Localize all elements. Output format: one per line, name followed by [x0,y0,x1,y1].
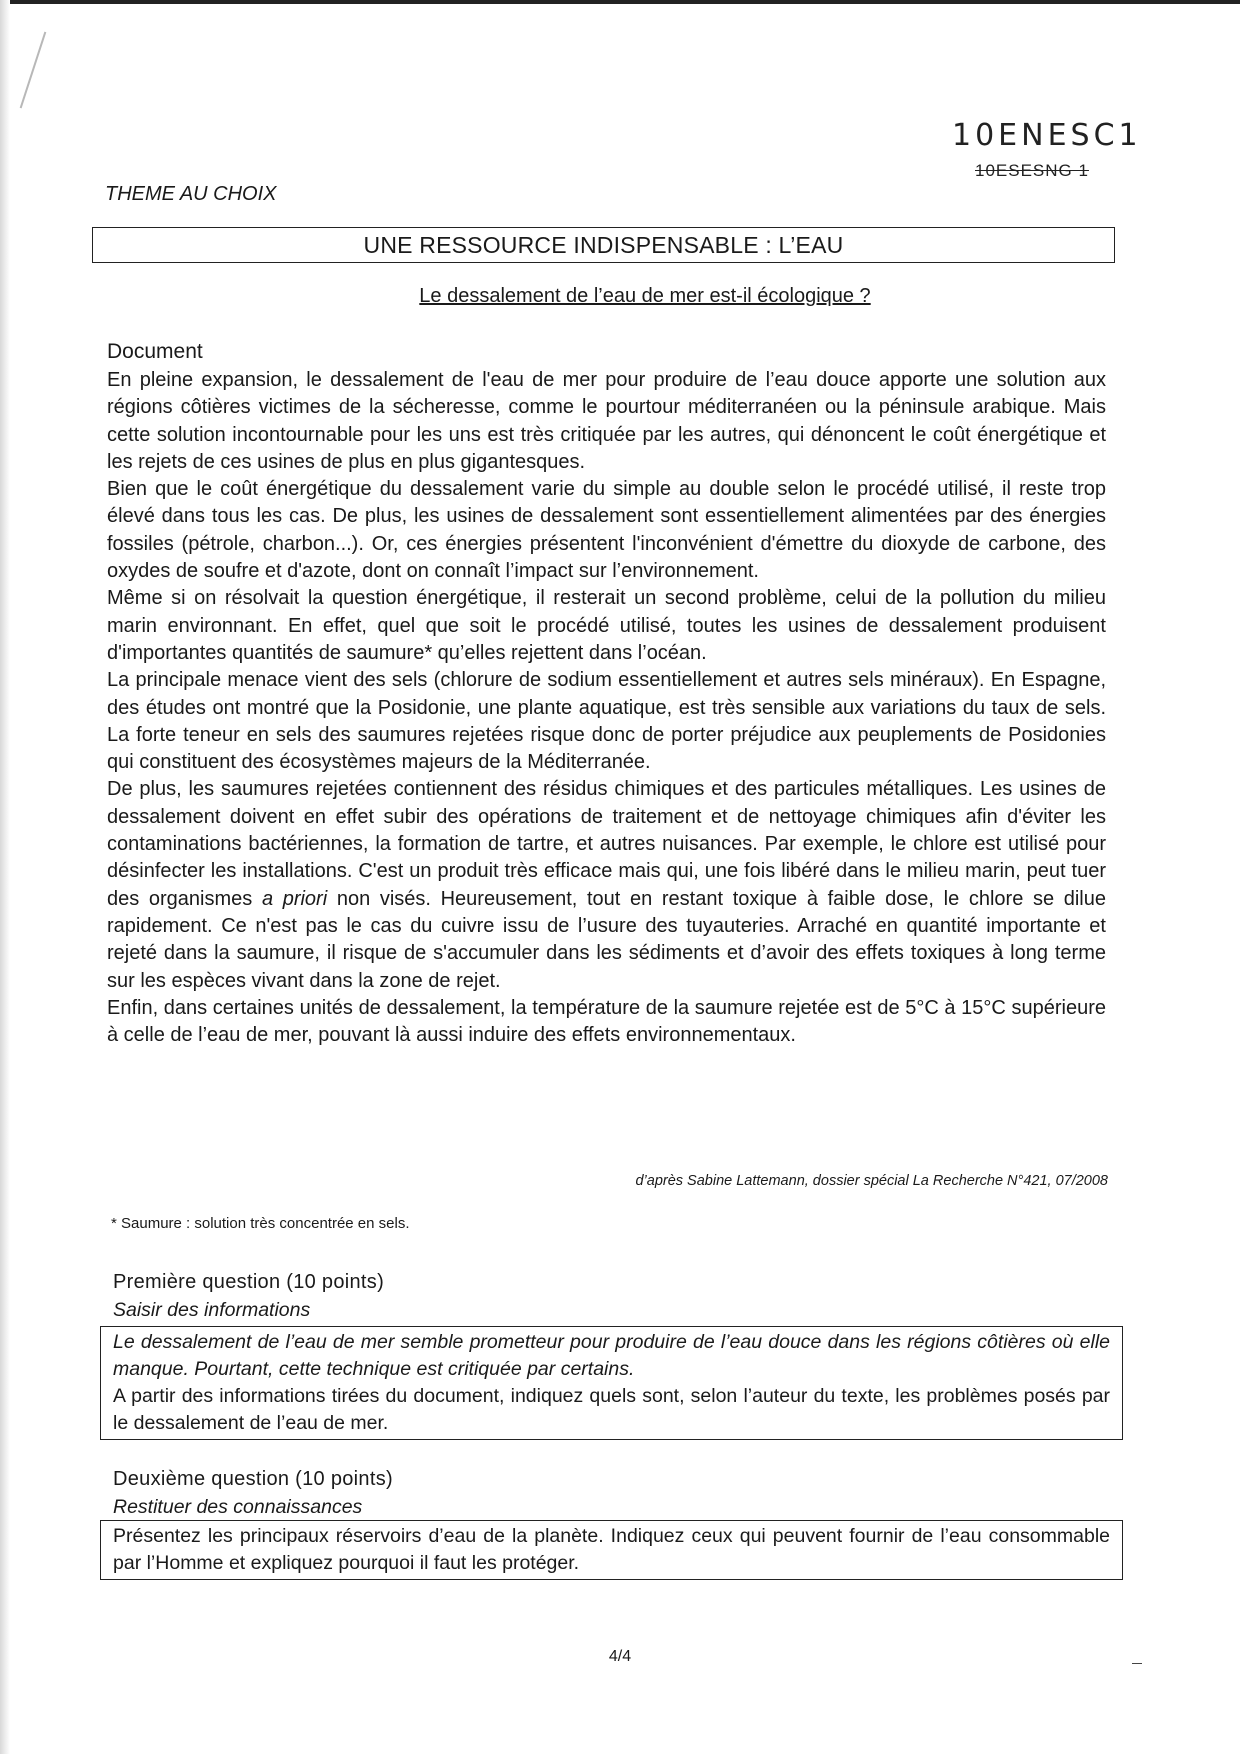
source-citation: d’après Sabine Lattemann, dossier spécial La Recherche N°421, 07/2008 [635,1173,1108,1189]
paragraph-text: non visés. Heureusement, tout en restant toxique à faible dose, le chlore se dilue rapidement. Ce n'est pas le cas du cuivre issu de l’usure des tuyauteries. Arraché en quantité importante et rejeté dans la saumure, il risque de s'accumuler dans les sédiments et d’avoir des effets toxiques à long terme sur les espèces vivant dans la zone de rejet. [107,887,1107,992]
document-heading: Document [107,340,203,363]
theme-label: THEME AU CHOIX [105,183,277,205]
question1-subheading: Saisir des informations [113,1299,311,1321]
struck-exam-code: 10ESESNG 1 [975,161,1089,180]
title-box [92,227,1115,263]
question2-heading: Deuxième question (10 points) [113,1468,393,1490]
handwritten-exam-code: 10ENESC1 [952,118,1142,153]
scan-dash-mark [1132,1663,1142,1664]
document-body [107,367,1106,1049]
italic-term: a priori [261,887,328,910]
subtitle-text: Le dessalement de l’eau de mer est-il écologique ? [419,285,871,307]
scan-pen-mark [20,32,47,109]
document-paragraph: En pleine expansion, le dessalement de l'eau de mer pour produire de l’eau douce apporte une solution aux régions côtières victimes de la sécheresse, comme le pourtour méditerranéen ou la péninsule arabique. Mais cette solution incontournable pour les uns est très critiquée par les autres, qui dénoncent le coût énergétique et les rejets de ces usines de plus en plus gigantesques. [107,369,1106,473]
question2-prompt: Présentez les principaux réservoirs d’eau de la planète. Indiquez ceux qui peuvent fournir de l’eau consommable par l’Homme et expliquez pourquoi il faut les protéger. [113,1525,1110,1574]
document-paragraph: Même si on résolvait la question énergétique, il resterait un second problème, celui de la pollution du milieu marin environnant. En effet, quel que soit le procédé utilisé, toutes les usines de dessalement produisent d'importantes quantités de saumure* qu’elles rejettent dans l’océan. [107,587,1106,664]
page-title: UNE RESSOURCE INDISPENSABLE : L’EAU [363,232,844,258]
paragraph-text: De plus, les saumures rejetées contiennent des résidus chimiques et des particules métalliques. Les usines de dessalement doivent en effet subir des opérations de traitement et de nettoyage chimiques afin d'éviter les contaminations bactériennes, la formation de tartre, et autres nuisances. Par exemple, le chlore est utilisé pour désinfecter les installations. C'est un produit très efficace mais qui, une fois libéré dans le milieu marin, peut tuer des organismes [107,778,1106,910]
scan-top-rule [0,0,1240,4]
question1-intro: Le dessalement de l’eau de mer semble prometteur pour produire de l’eau douce dans les régions côtières où elle manque. Pourtant, cette technique est critiquée par certains. [113,1331,1110,1380]
question1-prompt: A partir des informations tirées du document, indiquez quels sont, selon l’auteur du texte, les problèmes posés par le dessalement de l’eau de mer. [113,1385,1110,1434]
footnote: * Saumure : solution très concentrée en sels. [111,1215,410,1232]
question2-box [100,1520,1123,1580]
subtitle [0,285,1240,308]
document-paragraph: Enfin, dans certaines unités de dessalement, la température de la saumure rejetée est de 5°C à 15°C supérieure à celle de l’eau de mer, pouvant là aussi induire des effets environnementaux. [107,996,1106,1047]
question1-box [100,1326,1123,1440]
scan-left-shadow [0,0,10,1754]
document-paragraph [107,776,1106,994]
page-number: 4/4 [608,1648,632,1665]
document-paragraph: La principale menace vient des sels (chlorure de sodium essentiellement et autres sels minéraux). En Espagne, des études ont montré que la Posidonie, une plante aquatique, est très sensible aux variations du taux de sels. La forte teneur en sels des saumures rejetées risque donc de porter préjudice aux peuplements de Posidonies qui constituent des écosystèmes majeurs de la Méditerranée. [107,669,1106,774]
document-paragraph: Bien que le coût énergétique du dessalement varie du simple au double selon le procédé utilisé, il reste trop élevé dans tous les cas. De plus, les usines de dessalement sont essentiellement alimentées par des énergies fossiles (pétrole, charbon...). Or, ces énergies présentent l'inconvénient d'émettre du dioxyde de carbone, des oxydes de soufre et d'azote, dont on connaît l’impact sur l’environnement. [107,478,1106,583]
question2-subheading: Restituer des connaissances [113,1496,363,1518]
question1-heading: Première question (10 points) [113,1271,385,1293]
